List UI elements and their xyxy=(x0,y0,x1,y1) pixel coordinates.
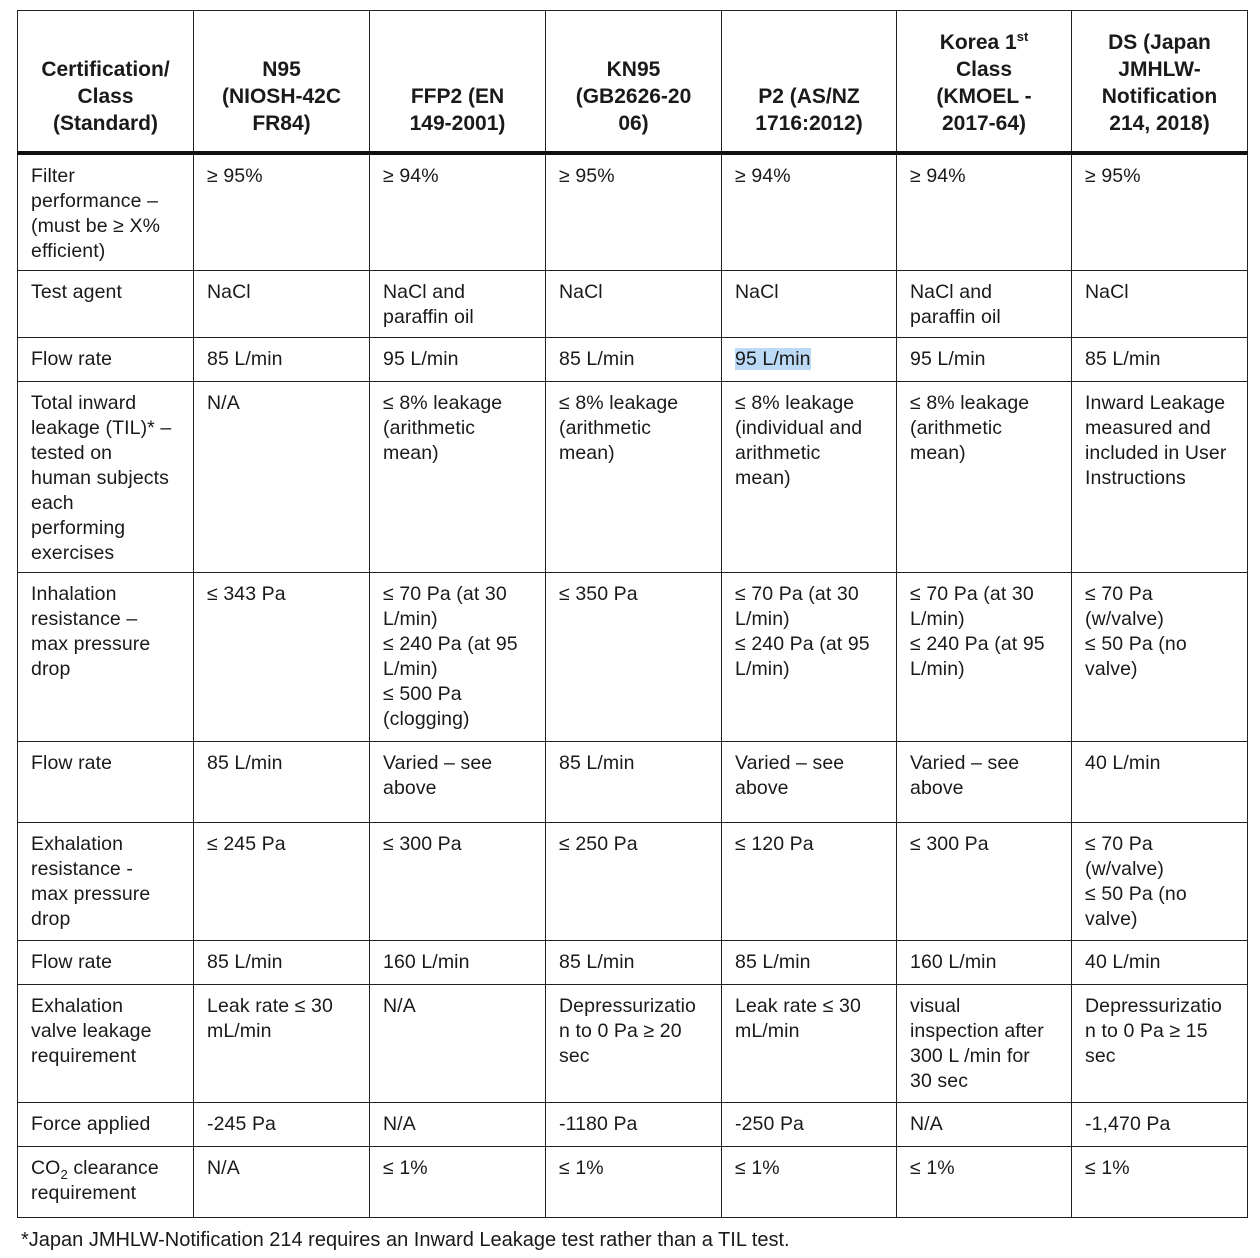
row-label-force-applied: Force applied xyxy=(18,1103,194,1147)
cell-test-agent-p2: NaCl xyxy=(722,271,897,338)
row-label-total-inward-leakage: Total inward leakage (TIL)* – tested on human subjects each performing exercises xyxy=(18,382,194,573)
cell-exhalation-resistance-ffp2: ≤ 300 Pa xyxy=(370,823,546,941)
cell-test-agent-ds-japan: NaCl xyxy=(1072,271,1248,338)
header-p2: P2 (AS/NZ 1716:2012) xyxy=(722,11,897,153)
cell-force-applied-p2: -250 Pa xyxy=(722,1103,897,1147)
cell-filter-performance-ds-japan: ≥ 95% xyxy=(1072,153,1248,271)
table-row-exhalation-flow-rate xyxy=(18,941,1248,985)
cell-exhalation-flow-rate-korea: 160 L/min xyxy=(897,941,1072,985)
cell-filter-performance-kn95: ≥ 95% xyxy=(546,153,722,271)
row-label-co2-clearance: $CO_2$ clearance requirement xyxy=(18,1147,194,1218)
table-row-exhalation-resistance xyxy=(18,823,1248,941)
header-ffp2: FFP2 (EN 149-2001) xyxy=(370,11,546,153)
header-row xyxy=(18,11,1248,153)
cell-co2-clearance-n95: N/A xyxy=(194,1147,370,1218)
row-label-filter-performance: Filter performance – (must be ≥ X% efficient) xyxy=(18,153,194,271)
cell-inhalation-resistance-kn95: ≤ 350 Pa xyxy=(546,573,722,742)
footnote: *Japan JMHLW-Notification 214 requires an Inward Leakage test rather than a TIL test. xyxy=(21,1229,790,1251)
table-row-inhalation-resistance xyxy=(18,573,1248,742)
header-ds-japan: DS (Japan JMHLW- Notification 214, 2018) xyxy=(1072,11,1248,153)
cell-total-inward-leakage-n95: N/A xyxy=(194,382,370,573)
table-row-flow-rate xyxy=(18,338,1248,382)
table-row-exhalation-valve-leakage xyxy=(18,985,1248,1103)
cell-force-applied-ffp2: N/A xyxy=(370,1103,546,1147)
table-row-filter-performance xyxy=(18,153,1248,271)
cell-exhalation-valve-leakage-ffp2: N/A xyxy=(370,985,546,1103)
cell-flow-rate-ds-japan: 85 L/min xyxy=(1072,338,1248,382)
cell-co2-clearance-korea: ≤ 1% xyxy=(897,1147,1072,1218)
cell-inhalation-flow-rate-kn95: 85 L/min xyxy=(546,742,722,823)
header-kn95: KN95 (GB2626-20 06) xyxy=(546,11,722,153)
cell-total-inward-leakage-kn95: ≤ 8% leakage (arithmetic mean) xyxy=(546,382,722,573)
table-body xyxy=(18,153,1248,1218)
cell-inhalation-flow-rate-ffp2: Varied – see above xyxy=(370,742,546,823)
header-n95: N95 (NIOSH-42C FR84) xyxy=(194,11,370,153)
row-label-exhalation-valve-leakage: Exhalation valve leakage requirement xyxy=(18,985,194,1103)
cell-total-inward-leakage-ffp2: ≤ 8% leakage (arithmetic mean) xyxy=(370,382,546,573)
cell-test-agent-korea: NaCl and paraffin oil xyxy=(897,271,1072,338)
cell-exhalation-resistance-n95: ≤ 245 Pa xyxy=(194,823,370,941)
cell-inhalation-flow-rate-ds-japan: 40 L/min xyxy=(1072,742,1248,823)
cell-exhalation-resistance-korea: ≤ 300 Pa xyxy=(897,823,1072,941)
cell-exhalation-flow-rate-ffp2: 160 L/min xyxy=(370,941,546,985)
cell-co2-clearance-kn95: ≤ 1% xyxy=(546,1147,722,1218)
table-row-total-inward-leakage xyxy=(18,382,1248,573)
cell-total-inward-leakage-ds-japan: Inward Leakage measured and included in User Instructions xyxy=(1072,382,1248,573)
cell-total-inward-leakage-korea: ≤ 8% leakage (arithmetic mean) xyxy=(897,382,1072,573)
cell-exhalation-valve-leakage-korea: visual inspection after 300 L /min for 30 sec xyxy=(897,985,1072,1103)
table-row-co2 xyxy=(18,1147,1248,1218)
cell-exhalation-valve-leakage-ds-japan: Depressurizatio n to 0 Pa ≥ 15 sec xyxy=(1072,985,1248,1103)
cell-force-applied-n95: -245 Pa xyxy=(194,1103,370,1147)
cell-exhalation-flow-rate-ds-japan: 40 L/min xyxy=(1072,941,1248,985)
cell-test-agent-n95: NaCl xyxy=(194,271,370,338)
cell-filter-performance-korea: ≥ 94% xyxy=(897,153,1072,271)
cell-exhalation-resistance-kn95: ≤ 250 Pa xyxy=(546,823,722,941)
cell-inhalation-flow-rate-korea: Varied – see above xyxy=(897,742,1072,823)
row-label-exhalation-flow-rate: Flow rate xyxy=(18,941,194,985)
cell-co2-clearance-ds-japan: ≤ 1% xyxy=(1072,1147,1248,1218)
cell-inhalation-resistance-p2: ≤ 70 Pa (at 30 L/min) ≤ 240 Pa (at 95 L/min) xyxy=(722,573,897,742)
row-label-test-agent: Test agent xyxy=(18,271,194,338)
cell-exhalation-valve-leakage-n95: Leak rate ≤ 30 mL/min xyxy=(194,985,370,1103)
mask-standards-table xyxy=(17,10,1248,1218)
cell-inhalation-resistance-ds-japan: ≤ 70 Pa (w/valve) ≤ 50 Pa (no valve) xyxy=(1072,573,1248,742)
cell-exhalation-resistance-ds-japan: ≤ 70 Pa (w/valve) ≤ 50 Pa (no valve) xyxy=(1072,823,1248,941)
cell-test-agent-kn95: NaCl xyxy=(546,271,722,338)
cell-inhalation-flow-rate-n95: 85 L/min xyxy=(194,742,370,823)
cell-force-applied-ds-japan: -1,470 Pa xyxy=(1072,1103,1248,1147)
cell-exhalation-flow-rate-p2: 85 L/min xyxy=(722,941,897,985)
comparison-table-container xyxy=(17,10,1247,1218)
cell-flow-rate-ffp2: 95 L/min xyxy=(370,338,546,382)
table-row-force-applied xyxy=(18,1103,1248,1147)
row-label-exhalation-resistance: Exhalation resistance - max pressure drop xyxy=(18,823,194,941)
cell-co2-clearance-ffp2: ≤ 1% xyxy=(370,1147,546,1218)
cell-co2-clearance-p2: ≤ 1% xyxy=(722,1147,897,1218)
cell-force-applied-kn95: -1180 Pa xyxy=(546,1103,722,1147)
cell-exhalation-valve-leakage-kn95: Depressurizatio n to 0 Pa ≥ 20 sec xyxy=(546,985,722,1103)
cell-flow-rate-n95: 85 L/min xyxy=(194,338,370,382)
header-korea-1st-class: Korea 1st Class (KMOEL - 2017-64) xyxy=(897,11,1072,153)
cell-filter-performance-ffp2: ≥ 94% xyxy=(370,153,546,271)
cell-exhalation-flow-rate-kn95: 85 L/min xyxy=(546,941,722,985)
selected-text: 95 L/min xyxy=(735,348,811,370)
table-row-inhalation-flow-rate xyxy=(18,742,1248,823)
cell-exhalation-flow-rate-n95: 85 L/min xyxy=(194,941,370,985)
cell-inhalation-resistance-korea: ≤ 70 Pa (at 30 L/min) ≤ 240 Pa (at 95 L/min) xyxy=(897,573,1072,742)
table-row-test-agent xyxy=(18,271,1248,338)
cell-exhalation-valve-leakage-p2: Leak rate ≤ 30 mL/min xyxy=(722,985,897,1103)
cell-flow-rate-kn95: 85 L/min xyxy=(546,338,722,382)
row-label-inhalation-flow-rate: Flow rate xyxy=(18,742,194,823)
cell-exhalation-resistance-p2: ≤ 120 Pa xyxy=(722,823,897,941)
cell-force-applied-korea: N/A xyxy=(897,1103,1072,1147)
cell-flow-rate-korea: 95 L/min xyxy=(897,338,1072,382)
row-label-flow-rate: Flow rate xyxy=(18,338,194,382)
header-certification-class: Certification/ Class (Standard) xyxy=(18,11,194,153)
cell-total-inward-leakage-p2: ≤ 8% leakage (individual and arithmetic mean) xyxy=(722,382,897,573)
cell-filter-performance-n95: ≥ 95% xyxy=(194,153,370,271)
cell-flow-rate-p2 xyxy=(722,338,897,382)
cell-inhalation-flow-rate-p2: Varied – see above xyxy=(722,742,897,823)
row-label-inhalation-resistance: Inhalation resistance – max pressure drop xyxy=(18,573,194,742)
cell-inhalation-resistance-ffp2: ≤ 70 Pa (at 30 L/min) ≤ 240 Pa (at 95 L/min) ≤ 500 Pa (clogging) xyxy=(370,573,546,742)
cell-filter-performance-p2: ≥ 94% xyxy=(722,153,897,271)
cell-test-agent-ffp2: NaCl and paraffin oil xyxy=(370,271,546,338)
cell-inhalation-resistance-n95: ≤ 343 Pa xyxy=(194,573,370,742)
